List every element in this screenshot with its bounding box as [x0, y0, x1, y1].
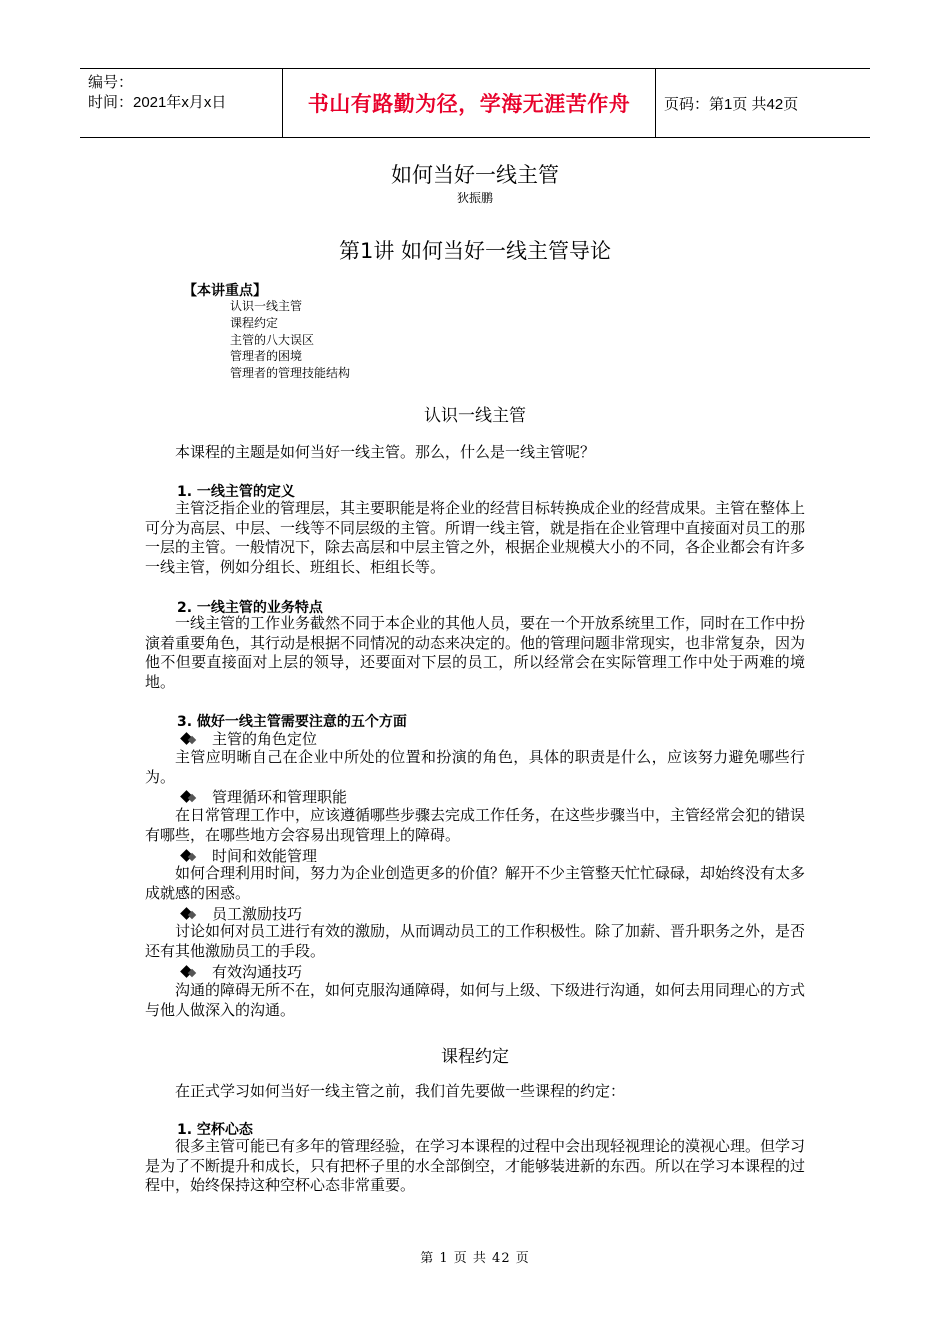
subsection-title-2-1: 1. 空杯心态 [177, 1122, 253, 1138]
diamond-bullet-icon [180, 907, 194, 921]
page-header [80, 68, 870, 138]
aspect-text: 主管应明晰自己在企业中所处的位置和扮演的角色，具体的职责是什么，应该努力避免哪些行为。 [145, 748, 805, 786]
aspect-text: 如何合理利用时间，努力为企业创造更多的价值？解开不少主管整天忙忙碌碌，却始终没有太多成就感的困惑。 [145, 864, 806, 902]
aspect-text: 沟通的障碍无所不在，如何克服沟通障碍，如何与上级、下级进行沟通，如何去用同理心的方式与他人做深入的沟通。 [145, 981, 806, 1019]
key-point-item: 主管的八大误区 [230, 332, 315, 347]
subsection-text-2-1: 很多主管可能已有多年的管理经验，在学习本课程的过程中会出现轻视理论的漠视心理。但学习是为了不断提升和成长，只有把杯子里的水全部倒空，才能够装进新的东西。所以在学习本课程的过程中，始终保持这种空杯心态非常重要。 [145, 1137, 806, 1194]
aspect-item-4 [180, 903, 302, 924]
aspect-item-3 [180, 845, 317, 866]
aspect-label: 主管的角色定位 [212, 730, 318, 748]
aspect-item-2 [180, 786, 347, 807]
section-heading-2: 课程约定 [441, 1047, 509, 1067]
section2-intro: 在正式学习如何当好一线主管之前，我们首先要做一些课程的约定： [175, 1082, 626, 1100]
diamond-bullet-icon [180, 732, 194, 746]
key-point-item: 课程约定 [230, 315, 279, 330]
subsection-title-1-2: 2. 一线主管的业务特点 [177, 600, 323, 616]
aspect-text: 讨论如何对员工进行有效的激励，从而调动员工的工作积极性。除了加薪、晋升职务之外，是否还有其他激励员工的手段。 [145, 922, 806, 960]
subsection-title-1-1: 1. 一线主管的定义 [177, 484, 295, 500]
header-time-label: 时间：2021年x月x日 [88, 94, 227, 111]
key-points-list [230, 298, 350, 382]
subsection-title-1-3: 3. 做好一线主管需要注意的五个方面 [177, 714, 407, 730]
aspect-item-5 [180, 961, 302, 982]
section-heading-1: 认识一线主管 [424, 406, 526, 426]
aspect-label: 管理循环和管理职能 [212, 788, 348, 806]
page-footer: 第 1 页 共 42 页 [420, 1251, 530, 1266]
key-point-item: 认识一线主管 [230, 299, 303, 313]
document-title: 如何当好一线主管 [391, 163, 559, 187]
key-point-item: 管理者的困境 [230, 349, 303, 364]
diamond-bullet-icon [180, 849, 194, 863]
key-points-heading: 【本讲重点】 [183, 283, 267, 299]
header-motto: 书山有路勤为径，学海无涯苦作舟 [282, 69, 656, 137]
key-point-item: 管理者的管理技能结构 [230, 366, 351, 381]
diamond-bullet-icon [180, 965, 194, 979]
subsection-text-1-2: 一线主管的工作业务截然不同于本企业的其他人员，要在一个开放系统里工作，同时在工作中扮演着重要角色，其行动是根据不同情况的动态来决定的。他的管理问题非常现实，也非常复杂，因为他不但要直接面对上层的领导，还要面对下层的员工，所以经常会在实际管理工作中处于两难的境地。 [145, 614, 806, 691]
document-author: 狄振鹏 [456, 191, 493, 205]
aspect-label: 员工激励技巧 [212, 905, 303, 923]
lecture-title: 第1讲 如何当好一线主管导论 [338, 239, 612, 263]
diamond-bullet-icon [180, 790, 194, 804]
header-page-info: 页码：第1页 共42页 [664, 95, 799, 113]
aspect-label: 有效沟通技巧 [212, 963, 303, 981]
aspect-item-1 [180, 728, 317, 749]
subsection-text-1-1: 主管泛指企业的管理层，其主要职能是将企业的经营目标转换成企业的经营成果。主管在整体上可分为高层、中层、一线等不同层级的主管。所谓一线主管，就是指在企业管理中直接面对员工的那一层的主管。一般情况下，除去高层和中层主管之外，根据企业规模大小的不同，各企业都会有许多一线主管，例如分组长、班组长、柜组长等。 [145, 499, 806, 576]
aspect-text: 在日常管理工作中，应该遵循哪些步骤去完成工作任务，在这些步骤当中，主管经常会犯的错误有哪些，在哪些地方会容易出现管理上的障碍。 [145, 806, 806, 844]
aspect-label: 时间和效能管理 [212, 847, 318, 865]
section1-intro: 本课程的主题是如何当好一线主管。那么，什么是一线主管呢？ [175, 443, 596, 461]
header-number-label: 编号： [88, 74, 134, 91]
header-meta [80, 69, 282, 137]
